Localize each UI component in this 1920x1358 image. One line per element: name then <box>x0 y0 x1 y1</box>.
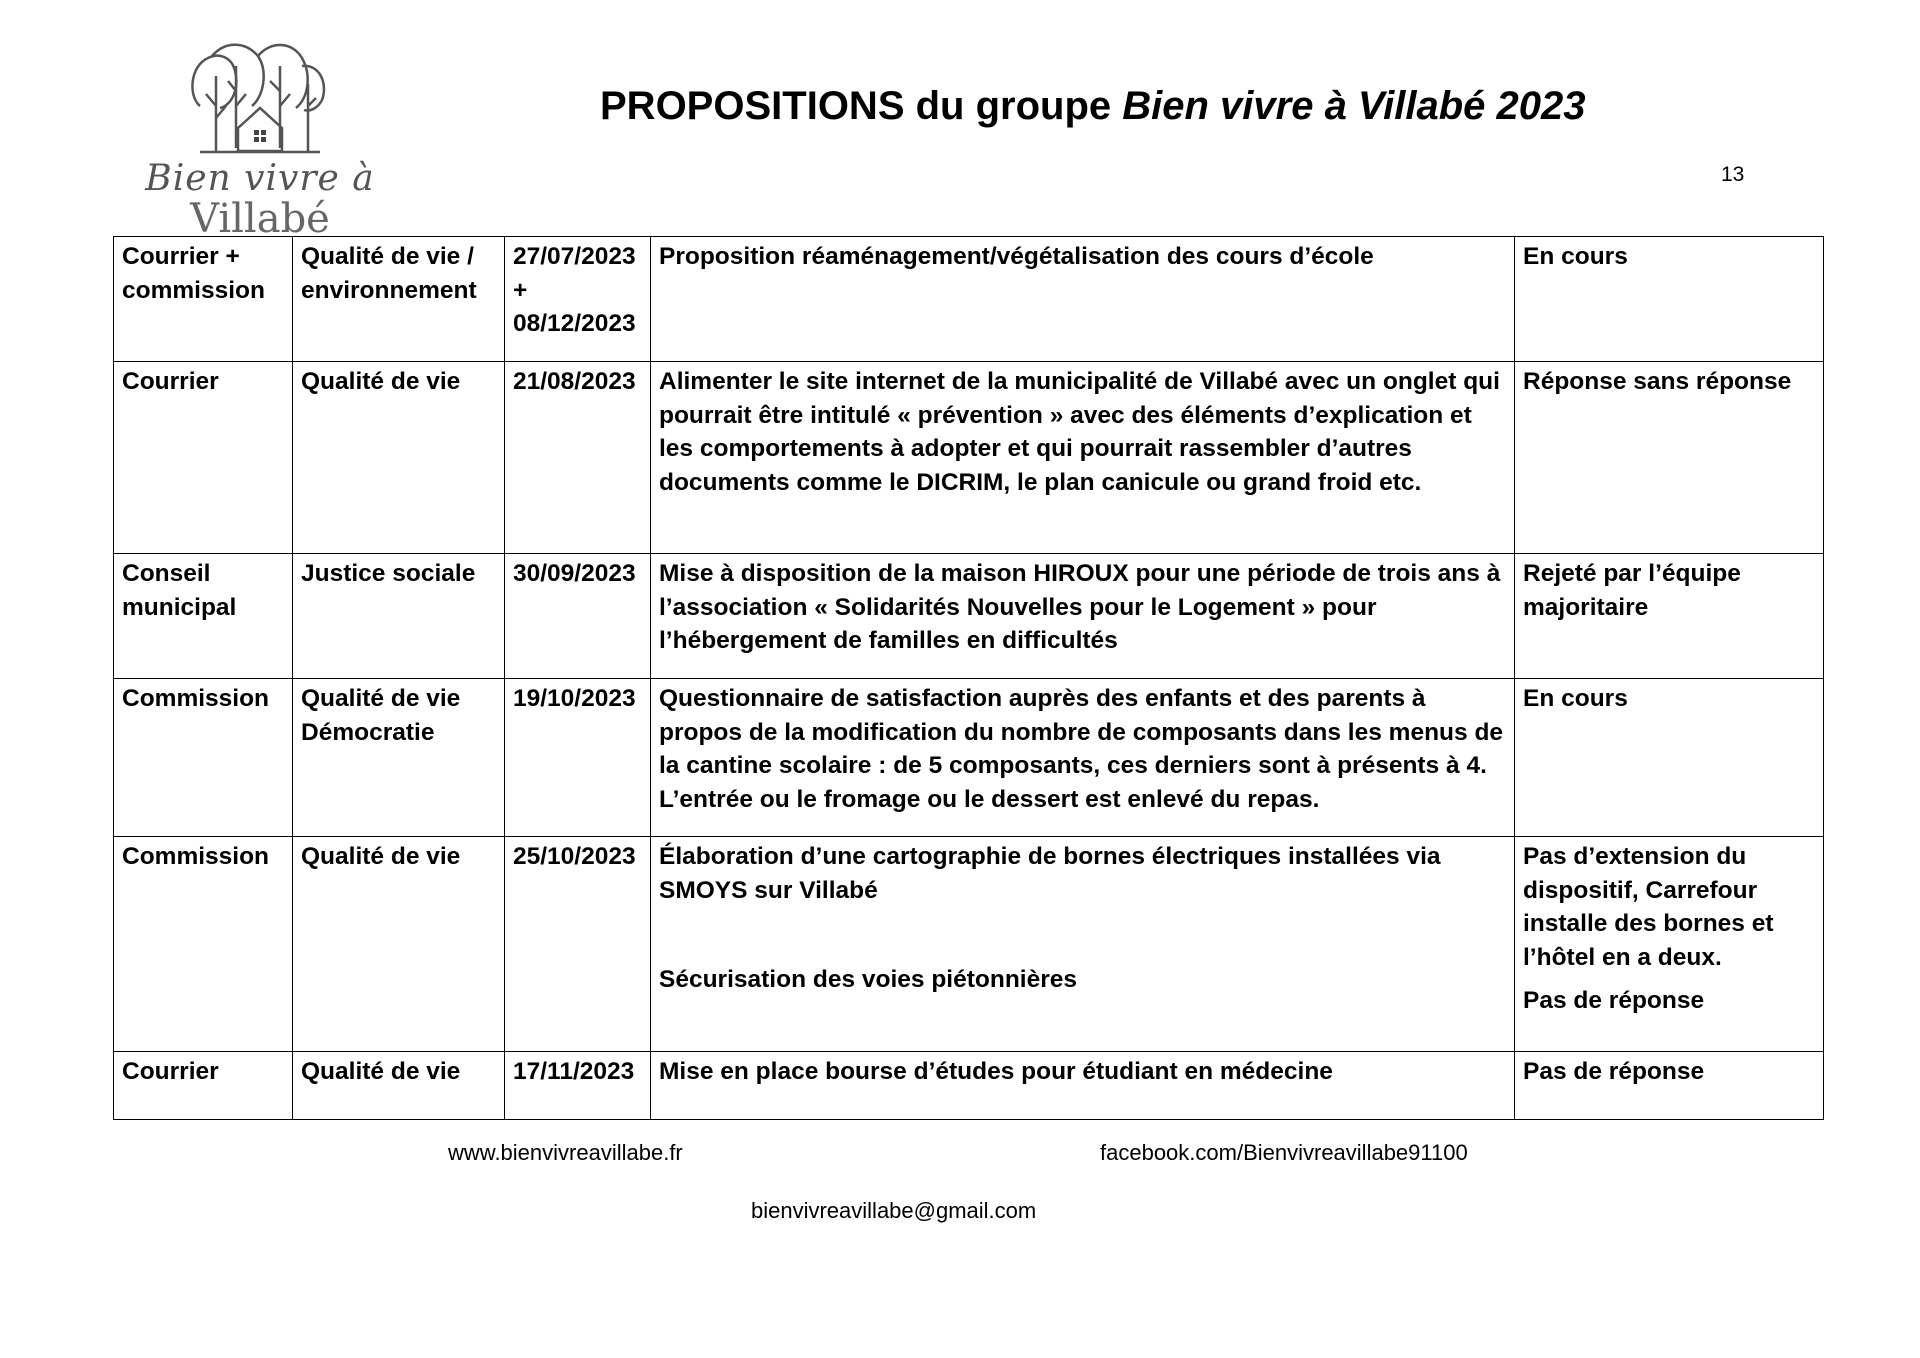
proposal-text-secondary: Sécurisation des voies piétonnières <box>659 966 1078 993</box>
page-title <box>600 84 1586 129</box>
table-row <box>114 237 1824 362</box>
proposal-cell: Mise à disposition de la maison HIROUX pour une période de trois ans à l’association « Solidarités Nouvelles pour le Logement » pour l’hébergement de familles en difficultés <box>651 554 1515 679</box>
footer-email[interactable]: bienvivreavillabe@gmail.com <box>751 1198 1037 1223</box>
footer-facebook[interactable]: facebook.com/Bienvivreavillabe91100 <box>1100 1140 1468 1165</box>
status-cell: Rejeté par l’équipe majoritaire <box>1515 554 1824 679</box>
status-cell: En cours <box>1515 679 1824 837</box>
date-cell: 30/09/2023 <box>505 554 651 679</box>
page-number: 13 <box>1721 163 1745 186</box>
date-cell: 19/10/2023 <box>505 679 651 837</box>
table-row <box>114 679 1824 837</box>
theme-cell: Qualité de vie <box>293 1052 505 1120</box>
proposal-cell <box>651 837 1515 1052</box>
title-prefix: PROPOSITIONS du groupe <box>600 84 1123 128</box>
proposal-cell: Mise en place bourse d’études pour étudiant en médecine <box>651 1052 1515 1120</box>
origin-cell: Courrier <box>114 1052 293 1120</box>
theme-cell: Qualité de vie / environnement <box>293 237 505 362</box>
origin-cell: Courrier <box>114 362 293 554</box>
proposal-cell: Questionnaire de satisfaction auprès des enfants et des parents à propos de la modification du nombre de composants dans les menus de la cantine scolaire : de 5 composants, ces derniers sont à présents à 4. L’entrée ou le fromage ou le dessert est enlevé du repas. <box>651 679 1515 837</box>
table-row <box>114 837 1824 1052</box>
theme-cell: Justice sociale <box>293 554 505 679</box>
origin-cell: Commission <box>114 837 293 1052</box>
logo-script-text: Bien vivre à <box>145 158 375 199</box>
date-cell: 21/08/2023 <box>505 362 651 554</box>
proposal-text: Élaboration d’une cartographie de bornes électriques installées via SMOYS sur Villabé <box>659 843 1441 904</box>
origin-cell: Conseil municipal <box>114 554 293 679</box>
logo <box>140 36 375 242</box>
date-cell: 25/10/2023 <box>505 837 651 1052</box>
status-cell <box>1515 837 1824 1052</box>
table-row <box>114 554 1824 679</box>
proposal-cell: Alimenter le site internet de la municipalité de Villabé avec un onglet qui pourrait être intitulé « prévention » avec des éléments d’explication et les comportements à adopter et qui pourrait rassembler d’autres documents comme le DICRIM, le plan canicule ou grand froid etc. <box>651 362 1515 554</box>
proposal-cell: Proposition réaménagement/végétalisation des cours d’école <box>651 237 1515 362</box>
status-text-secondary: Pas de réponse <box>1523 987 1705 1014</box>
status-cell: Pas de réponse <box>1515 1052 1824 1120</box>
theme-cell: Qualité de vie <box>293 837 505 1052</box>
date-cell: 27/07/2023 + 08/12/2023 <box>505 237 651 362</box>
status-cell: En cours <box>1515 237 1824 362</box>
table-row <box>114 362 1824 554</box>
trees-house-icon <box>180 36 340 156</box>
origin-cell: Commission <box>114 679 293 837</box>
date-cell: 17/11/2023 <box>505 1052 651 1120</box>
logo-place-text: Villabé <box>190 196 330 242</box>
propositions-table <box>113 236 1824 1120</box>
theme-cell: Qualité de vie Démocratie <box>293 679 505 837</box>
spacer <box>1523 974 1815 984</box>
footer-website[interactable]: www.bienvivreavillabe.fr <box>448 1140 683 1165</box>
title-group-name: Bien vivre à Villabé 2023 <box>1122 84 1586 128</box>
spacer <box>659 907 1506 963</box>
status-text: Pas d’extension du dispositif, Carrefour installe des bornes et l’hôtel en a deux. <box>1523 843 1774 971</box>
status-cell: Réponse sans réponse <box>1515 362 1824 554</box>
table-row <box>114 1052 1824 1120</box>
origin-cell: Courrier + commission <box>114 237 293 362</box>
theme-cell: Qualité de vie <box>293 362 505 554</box>
